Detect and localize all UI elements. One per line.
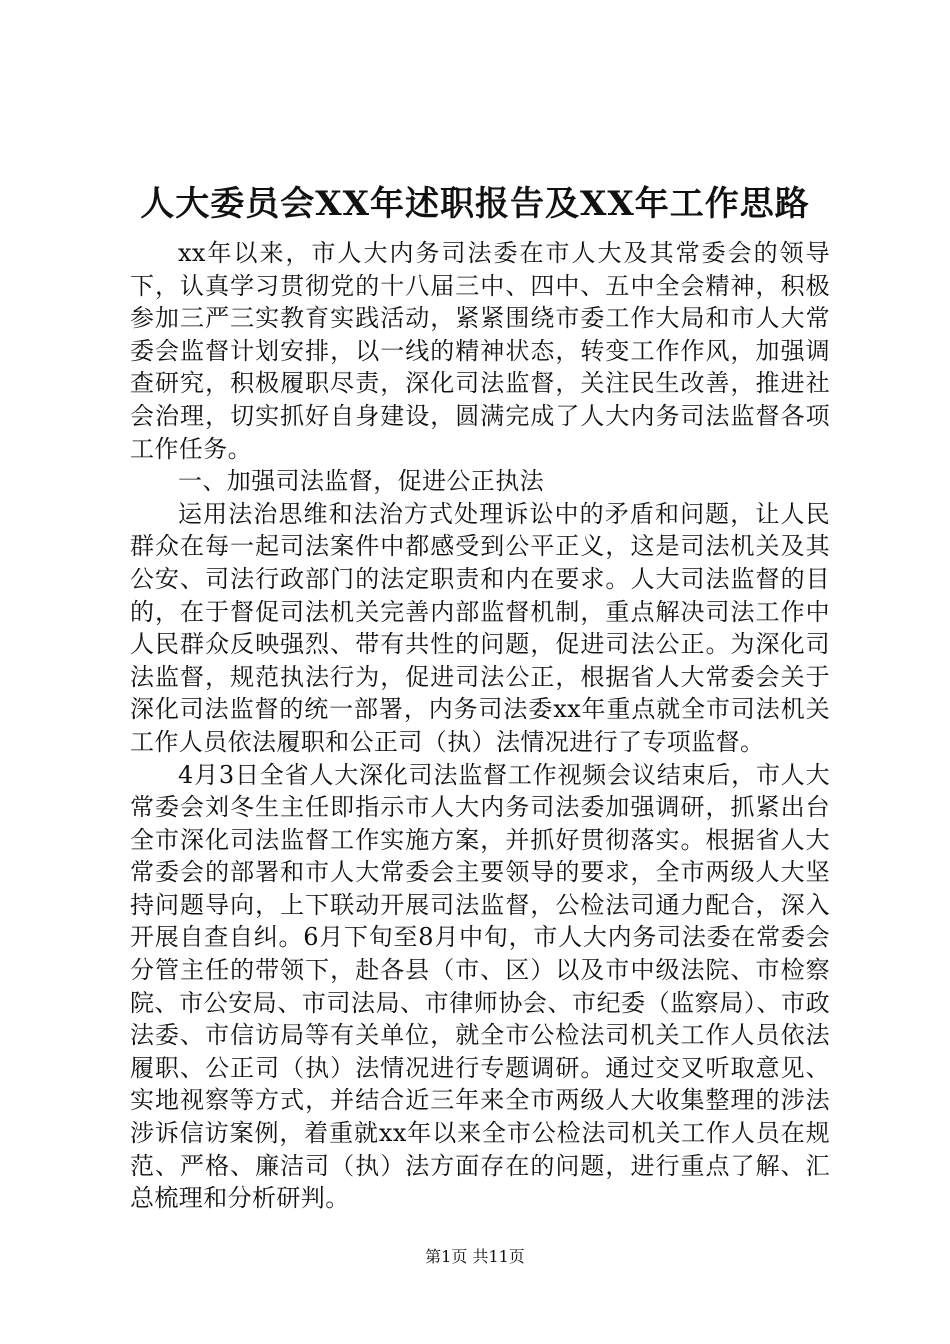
page-number: 第1页 共11页 (425, 1247, 525, 1266)
intro-paragraph: xx年以来，市人大内务司法委在市人大及其常委会的领导下，认真学习贯彻党的十八届三中、四中、五中全会精神，积极参加三严三实教育实践活动，紧紧围绕市委工作大局和市人大常委会监督计划安排，以一线的精神状态，转变工作作风，加强调查研究，积极履职尽责，深化司法监督，关注民生改善，推进社会治理，切实抓好自身建设，圆满完成了人大内务司法监督各项工作任务。 (130, 239, 830, 463)
document-body (130, 237, 830, 1215)
body-paragraph: 4月3日全省人大深化司法监督工作视频会议结束后，市人大常委会刘冬生主任即指示市人大内务司法委加强调研，抓紧出台全市深化司法监督工作实施方案，并抓好贯彻落实。根据省人大常委会的部署和市人大常委会主要领导的要求，全市两级人大坚持问题导向，上下联动开展司法监督，公检法司通力配合，深入开展自查自纠。6月下旬至8月中旬，市人大内务司法委在常委会分管主任的带领下，赴各县（市、区）以及市中级法院、市检察院、市公安局、市司法局、市律师协会、市纪委（监察局）、市政法委、市信访局等有关单位，就全市公检法司机关工作人员依法履职、公正司（执）法情况进行专题调研。通过交叉听取意见、实地视察等方式，并结合近三年来全市两级人大收集整理的涉法涉诉信访案例，着重就xx年以来全市公检法司机关工作人员在规范、严格、廉洁司（执）法方面存在的问题，进行重点了解、汇总梳理和分析研判。 (130, 760, 830, 1213)
body-paragraph: 运用法治思维和法治方式处理诉讼中的矛盾和问题，让人民群众在每一起司法案件中都感受到公平正义，这是司法机关及其公安、司法行政部门的法定职责和内在要求。人大司法监督的目的，在于督促司法机关完善内部监督机制，重点解决司法工作中人民群众反映强烈、带有共性的问题，促进司法公正。为深化司法监督，规范执法行为，促进司法公正，根据省人大常委会关于深化司法监督的统一部署，内务司法委xx年重点就全市司法机关工作人员依法履职和公正司（执）法情况进行了专项监督。 (130, 499, 830, 756)
section-heading: 一、加强司法监督，促进公正执法 (178, 467, 544, 496)
document-title: 人大委员会XX年述职报告及XX年工作思路 (140, 184, 810, 224)
